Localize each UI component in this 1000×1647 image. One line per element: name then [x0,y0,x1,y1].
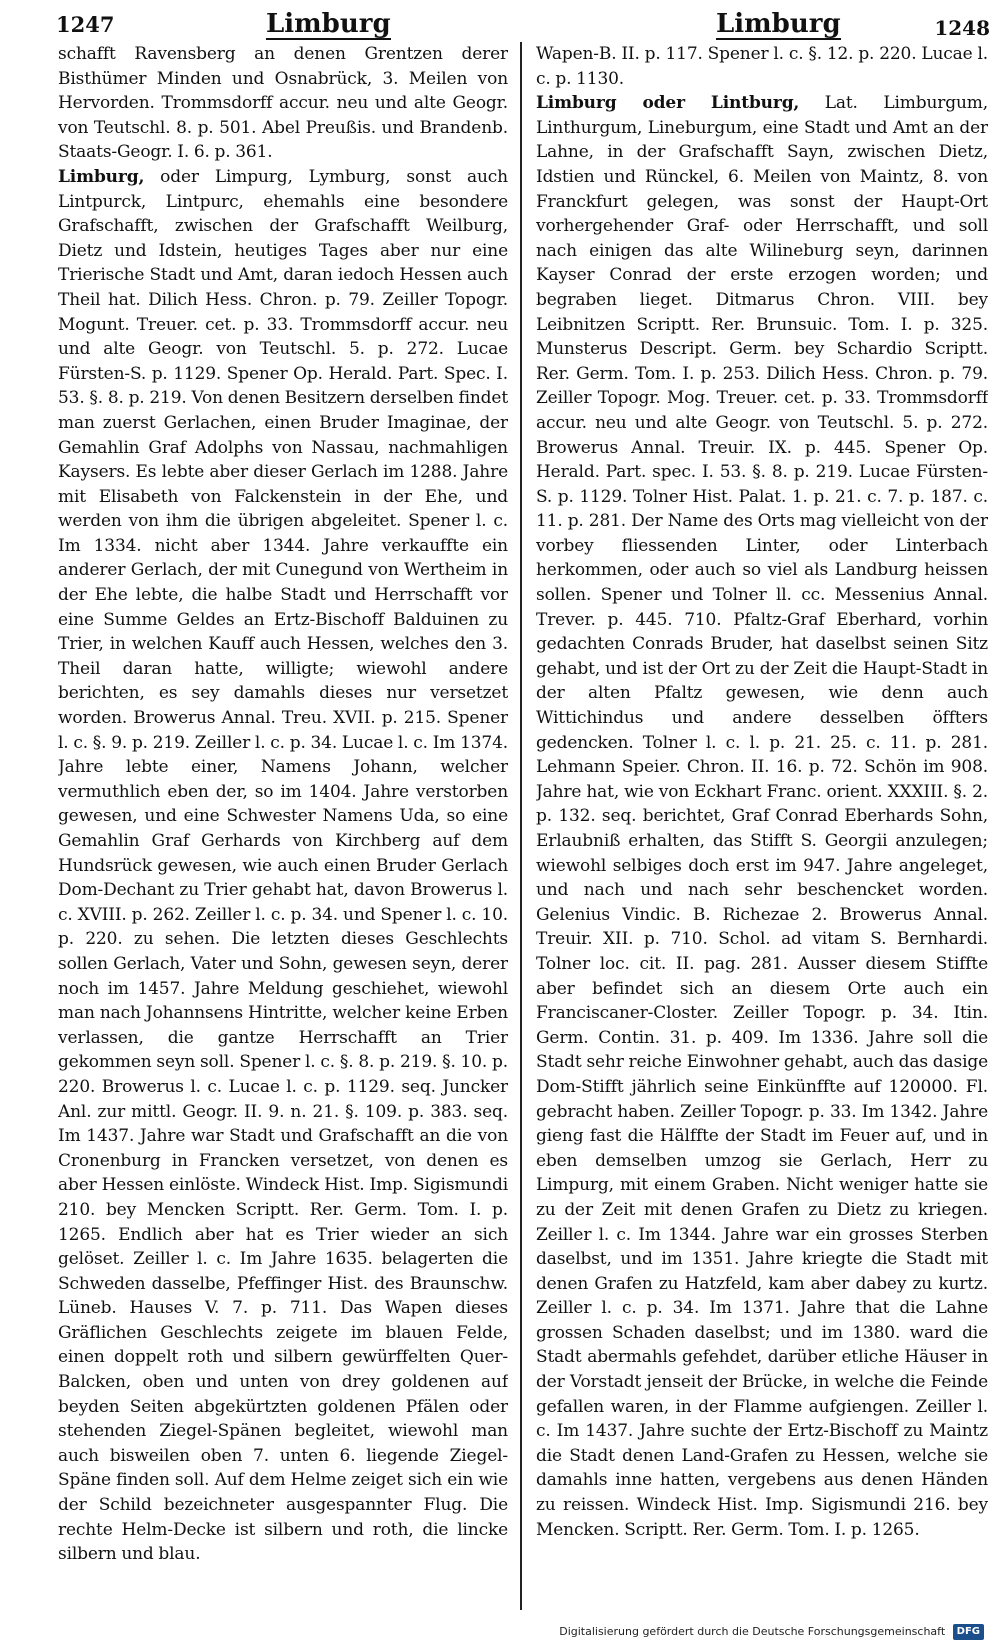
footer-credit: Digitalisierung gefördert durch die Deutsche Forschungsgemeinschaft [559,1625,946,1638]
entry-limburg [58,165,508,1567]
page-header [56,6,990,42]
left-column [58,42,508,1610]
entry-limburg-lahn [536,91,988,1542]
right-column [536,42,988,1610]
page-number-right: 1248 [934,16,990,40]
entry-headword: Limburg, [58,166,145,187]
entry-continuation [58,42,508,165]
entry-continuation-text: Wapen-B. II. p. 117. Spener l. c. §. 12. p. 220. Lucae l. c. p. 1130. [536,44,988,89]
entry-continuation-text: schafft Ravensberg an denen Grentzen derer Bisthümer Minden und Osnabrück, 3. Meilen von Hervorden. Trommsdorff accur. neu und alte Geogr. von Teutschl. 8. p. 501. Abel Preußis. und Brandenb. Staats-Geogr. I. 6. p. 361. [58,44,508,163]
entry-body: oder Limpurg, Lymburg, sonst auch Lintpurck, Lintpurc, ehemahls eine besondere Grafschafft, zwischen der Grafschafft Weilburg, Dietz und Idstein, heutiges Tages aber nur eine Trierische Stadt und Amt, daran iedoch Hessen auch Theil hat. Dilich Hess. Chron. p. 79. Zeiller Topogr. Mogunt. Treuer. cet. p. 33. Trommsdorff accur. neu und alte Geogr. von Teutschl. 5. p. 272. Lucae Fürsten-S. p. 1129. Spener Op. Herald. Part. Spec. I. 53. §. 8. p. 219. Von denen Besitzern derselben findet man zuerst Gerlachen, einen Bruder Imaginae, der Gemahlin Graf Adolphs von Nassau, nachmahligen Kaysers. Es lebte aber dieser Gerlach im 1288. Jahre mit Elisabeth von Falckenstein in der Ehe, und werden von ihm die übrigen abgeleitet. Spener l. c. Im 1334. nicht aber 1344. Jahre verkauffte ein anderer Gerlach, der mit Cunegund von Wertheim in der Ehe lebte, die halbe Stadt und Herrschafft vor eine Summe Geldes an Ertz-Bischoff Balduinen zu Trier, in welchen Kauff auch Hessen, welches den 3. Theil daran hatte, willigte; wiewohl andere berichten, es sey damahls dieses nur versetzet worden. Browerus Annal. Treu. XVII. p. 215. Spener l. c. §. 9. p. 219. Zeiller l. c. p. 34. Lucae l. c. Im 1374. Jahre lebte einer, Namens Johann, welcher vermuthlich eben der, so im 1404. Jahre verstorben gewesen, und eine Schwester Namens Uda, so eine Gemahlin Graf Gerhards von Kirchberg auf dem Hundsrück gewesen, wie auch einen Bruder Gerlach Dom-Dechant zu Trier gehabt hat, davon Browerus l. c. XVIII. p. 262. Zeiller l. c. p. 34. und Spener l. c. 10. p. 220. zu sehen. Die letzten dieses Geschlechts sollen Gerlach, Vater und Sohn, gewesen seyn, derer noch im 1457. Jahre Meldung geschiehet, wiewohl man nach Johannsens Hintritte, welcher keine Erben verlassen, die gantze Herrschafft an Trier gekommen seyn soll. Spener l. c. §. 8. p. 219. §. 10. p. 220. Browerus l. c. Lucae l. c. p. 1129. seq. Juncker Anl. zur mittl. Geogr. II. 9. n. 21. §. 109. p. 383. seq. Im 1437. Jahre war Stadt und Grafschafft an die von Cronenburg in Francken versetzet, von denen es aber Hessen einlöste. Windeck Hist. Imp. Sigismundi 210. bey Mencken Scriptt. Rer. Germ. Tom. I. p. 1265. Endlich aber hat es Trier wieder an sich gelöset. Zeiller l. c. Im Jahre 1635. belagerten die Schweden dasselbe, Pfeffinger Hist. des Braunschw. Lüneb. Hauses V. 7. p. 711. Das Wapen dieses Gräflichen Geschlechts zeigete im blauen Felde, einen doppelt roth und silbern gewürffelten Quer-Balcken, oben und unten von drey goldenen auf beyden Seiten abgekürtzten goldenen Pfälen oder stehenden Ziegel-Spänen begleitet, wiewohl man auch bisweilen oben 7. unten 6. liegende Ziegel-Späne finden soll. Auf dem Helme zeiget sich ein wie der Schild bezeichneter ausgespannter Flug. Die rechte Helm-Decke ist silbern und roth, die lincke silbern und blau. [58,166,508,1565]
entry-headword: Limburg oder Lintburg, [536,93,800,114]
dfg-logo: DFG [953,1624,984,1640]
digitization-footer [559,1621,984,1643]
entry-body: Lat. Limburgum, Linthurgum, Lineburgum, eine Stadt und Amt an der Lahne, in der Grafschafft Sayn, zwischen Dietz, Idstien und Rünckel, 6. Meilen von Maintz, 8. von Franckfurt gelegen, was sonst der Haupt-Ort vorhergehender Graf- oder Herrschafft, und soll nach einigen das alte Wilineburg seyn, darinnen Kayser Conrad der erste erzogen worden; und begraben lieget. Ditmarus Chron. VIII. bey Leibnitzen Scriptt. Rer. Brunsuic. Tom. I. p. 325. Munsterus Descript. Germ. bey Schardio Scriptt. Rer. Germ. Tom. I. p. 253. Dilich Hess. Chron. p. 79. Zeiller Topogr. Mog. Treuer. cet. p. 33. Trommsdorff accur. neu und alte Geogr. von Teutschl. 5. p. 272. Browerus Annal. Treuir. IX. p. 445. Spener Op. Herald. Part. spec. I. 53. §. 8. p. 219. Lucae Fürsten-S. p. 1129. Tolner Hist. Palat. 1. p. 21. c. 7. p. 187. c. 11. p. 281. Der Name des Orts mag vielleicht von der vorbey fliessenden Linter, oder Linterbach herkommen, oder auch so viel als Landburg heissen sollen. Spener und Tolner ll. cc. Messenius Annal. Trever. p. 445. 710. Pfaltz-Graf Eberhard, vorhin gedachten Conrads Bruder, hat daselbst seinen Sitz gehabt, und ist der Ort zu der Zeit die Haupt-Stadt in der alten Pfaltz gewesen, wie denn auch Wittichindus und andere desselben öffters gedencken. Tolner l. c. l. p. 21. 25. c. 11. p. 281. Lehmann Speier. Chron. II. 16. p. 72. Schön im 908. Jahre hat, wie von Eckhart Franc. orient. XXXIII. §. 2. p. 132. seq. berichtet, Graf Conrad Eberhards Sohn, Erlaubniß erhalten, das Stifft S. Georgii anzulegen; wiewohl selbiges doch erst im 947. Jahre angeleget, und nach und nach sehr beschencket worden. Gelenius Vindic. B. Richezae 2. Browerus Annal. Treuir. XII. p. 710. Schol. ad vitam S. Bernhardi. Tolner loc. cit. II. pag. 281. Ausser diesem Stiffte aber befindet sich an diesem Orte auch ein Franciscaner-Closter. Zeiller Topogr. p. 34. Itin. Germ. Contin. 31. p. 409. Im 1336. Jahre soll die Stadt sehr reiche Einwohner gehabt, auch das dasige Dom-Stifft jährlich seine Einkünffte auf 120000. Fl. gebracht haben. Zeiller Topogr. p. 33. Im 1342. Jahre gieng fast die Hälffte der Stadt im Feuer auf, und in eben demselben umzog sie Gerlach, Herr zu Limpurg, mit einem Graben. Nicht weniger hatte sie zu der Zeit mit denen Grafen zu Dietz zu kriegen. Zeiller l. c. Im 1344. Jahre war ein grosses Sterben daselbst, und im 1351. Jahre kriegte die Stadt mit denen Grafen zu Hatzfeld, kam aber dabey zu kurtz. Zeiller l. c. p. 34. Im 1371. Jahre that die Lahne grossen Schaden daselbst; und im 1380. ward die Stadt abermahls gefehdet, darüber etliche Häuser in der Vorstadt jenseit der Brücke, in welche die Feinde gefallen waren, in der Flamme aufgiengen. Zeiller l. c. Im 1437. Jahre suchte der Ertz-Bischoff zu Maintz die Stadt denen Land-Grafen zu Hessen, welche sie damahls inne hatten, vergebens aus denen Händen zu reissen. Windeck Hist. Imp. Sigismundi 216. bey Mencken. Scriptt. Rer. Germ. Tom. I. p. 1265. [536,93,988,1540]
running-head-left: Limburg [266,9,391,39]
page-number-left: 1247 [56,12,115,37]
running-head-right: Limburg [716,9,841,39]
column-divider [520,42,522,1610]
entry-continuation [536,42,988,91]
text-columns [58,42,988,1610]
